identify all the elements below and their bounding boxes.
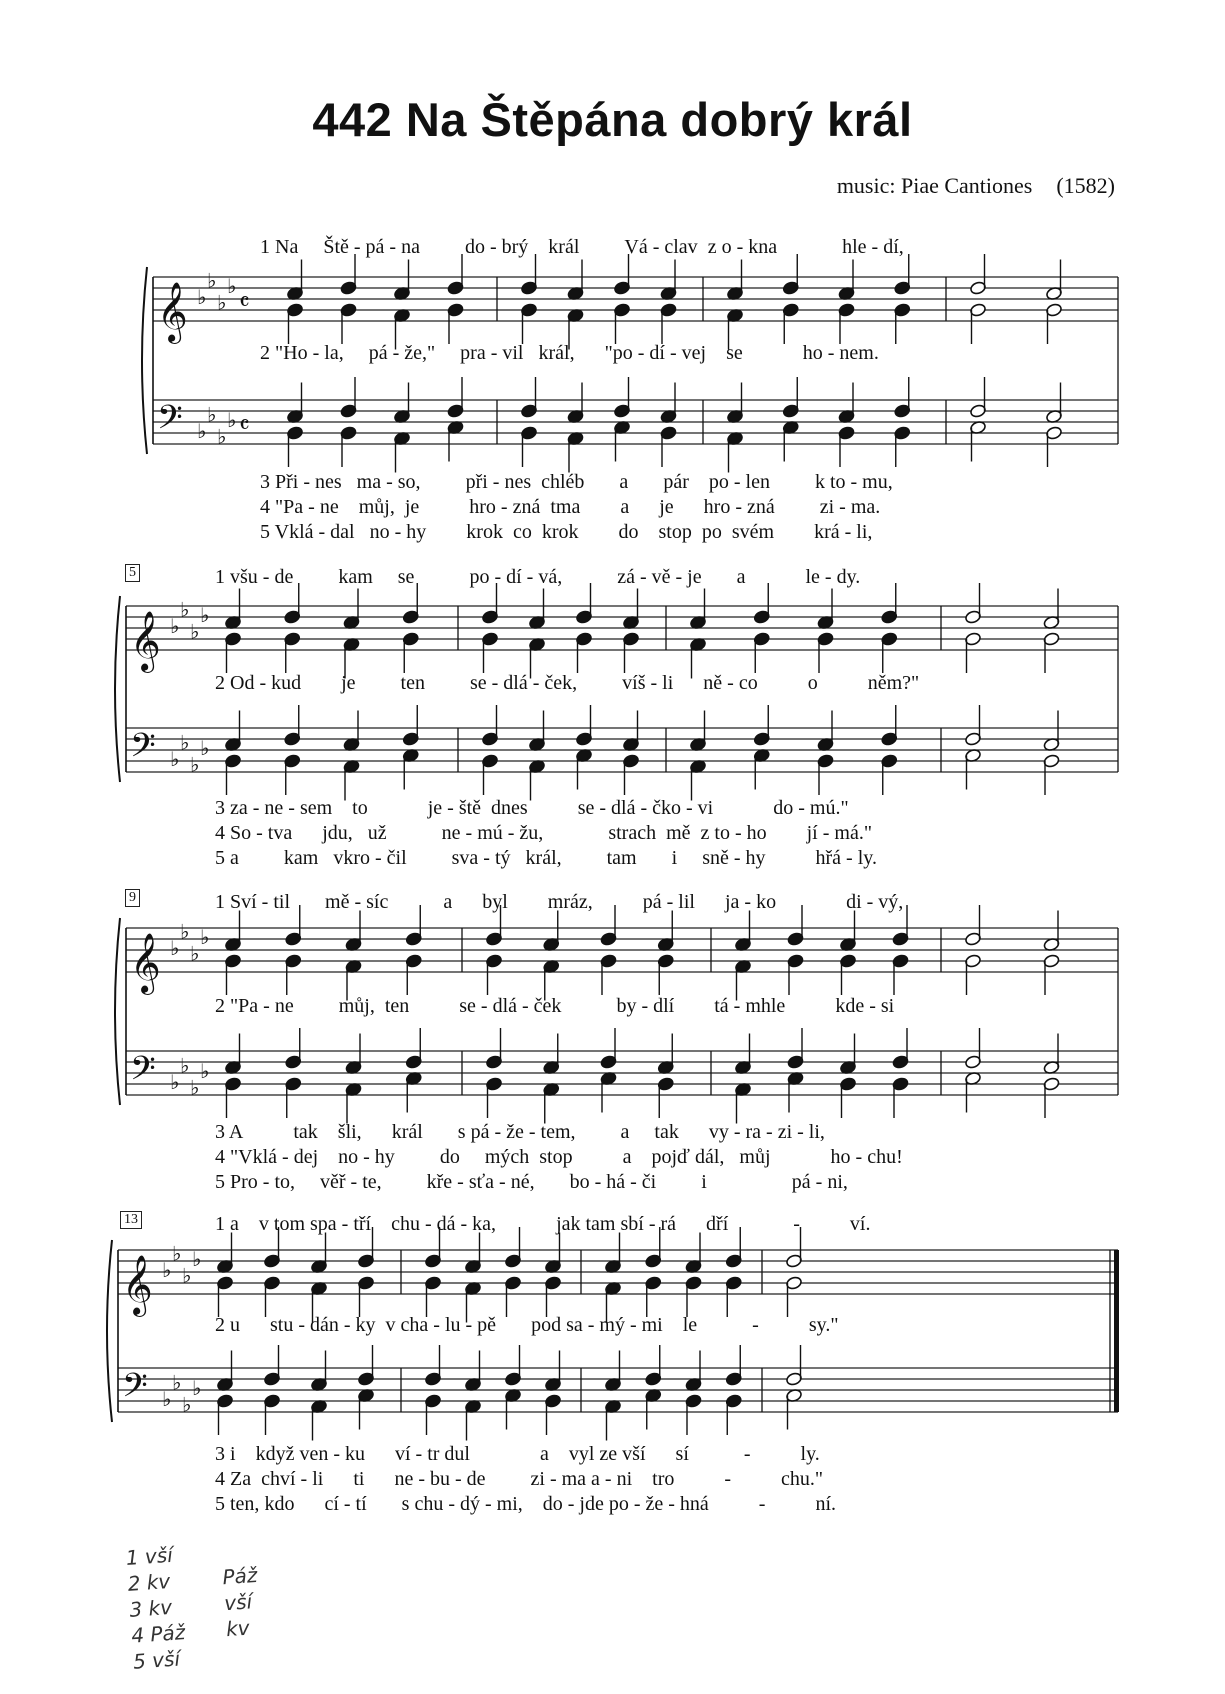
system-2-lyrics-verse-5: 5 a kam vkro - čil sva - tý král, tam i sně - hy hřá - ly. — [215, 847, 877, 869]
system-2-lyrics-middle: 2 Od - kud je ten se - dlá - ček, víš - li ně - co o něm?" — [215, 672, 920, 694]
flat-icon: ♭ — [190, 1075, 200, 1100]
system-3-bass-clef-icon: 𝄢 — [130, 1050, 156, 1096]
flat-icon: ♭ — [162, 1387, 172, 1411]
flat-icon: ♭ — [200, 1059, 210, 1083]
flat-icon: ♭ — [190, 752, 200, 777]
flat-icon: ♭ — [170, 747, 180, 771]
system-4-treble-clef-icon: 𝄞 — [122, 1255, 153, 1315]
system-3-lyrics-verse-3: 3 A tak šli, král s pá - že - tem, a tak vy - ra - zi - li, — [215, 1121, 825, 1143]
page-title: 442 Na Štěpána dobrý král — [312, 93, 913, 146]
flat-icon: ♭ — [180, 1053, 190, 1078]
flat-icon: ♭ — [190, 619, 200, 644]
system-4-lyrics-above: 1 a v tom spa - tří chu - dá - ka, jak tam sbí - rá dří - ví. — [215, 1213, 871, 1235]
handnote-line: 4 Páž kv — [130, 1615, 251, 1648]
system-2-brace — [115, 596, 120, 782]
flat-icon: ♭ — [207, 268, 217, 293]
common-time-icon: 𝄴 — [239, 288, 250, 316]
flat-icon: ♭ — [182, 1263, 192, 1288]
flat-icon: ♭ — [227, 274, 237, 298]
system-1-lyrics-verse-5: 5 Vklá - dal no - hy krok co krok do stop po svém krá - li, — [260, 521, 873, 543]
handnote-line: 1 vší — [125, 1542, 174, 1570]
system-3-lyrics-middle: 2 "Pa - ne můj, ten se - dlá - ček by - dlí tá - mhle kde - si — [215, 995, 895, 1017]
handnote-second-column: kv — [225, 1615, 251, 1642]
flat-icon: ♭ — [200, 736, 210, 760]
system-1-lyrics-verse-4: 4 "Pa - ne můj, je hro - zná tma a je hro - zná zi - ma. — [260, 496, 881, 518]
system-4-lyrics-verse-3: 3 i když ven - ku ví - tr dul a vyl ze vší sí - ly. — [215, 1443, 820, 1465]
system-4-final-barline — [1114, 1250, 1119, 1412]
measure-number-9: 9 — [125, 889, 140, 907]
flat-icon: ♭ — [227, 408, 237, 432]
flat-icon: ♭ — [207, 402, 217, 427]
flat-icon: ♭ — [200, 603, 210, 627]
system-1-bass-clef-icon: 𝄢 — [157, 399, 183, 445]
credit-music: music: Piae Cantiones — [836, 173, 1033, 198]
system-3-lyrics-above: 1 Sví - til mě - síc a byl mráz, pá - lil ja - ko di - vý, — [215, 891, 904, 913]
system-2-lyrics-above: 1 všu - de kam se po - dí - vá, zá - vě - je a le - dy. — [215, 566, 861, 588]
system-1-lyrics-verse-3: 3 Při - nes ma - so, při - nes chléb a pár po - len k to - mu, — [260, 471, 893, 493]
system-4-lyrics-middle: 2 u stu - dán - ky v cha - lu - pě pod sa - mý - mi le - sy." — [215, 1314, 839, 1336]
system-2-treble-clef-icon: 𝄞 — [130, 611, 161, 671]
system-1-lyrics-above: 1 Na Ště - pá - na do - brý král Vá - clav z o - kna hle - dí, — [260, 236, 904, 258]
system-1-brace — [142, 267, 147, 454]
measure-number-5: 5 — [125, 564, 140, 582]
flat-icon: ♭ — [182, 1392, 192, 1417]
handnote-second-column: vší — [223, 1589, 253, 1616]
flat-icon: ♭ — [180, 597, 190, 622]
system-4-bass-clef-icon: 𝄢 — [122, 1367, 148, 1413]
system-1-lyrics-middle: 2 "Ho - la, pá - že," pra - vil král, "po - dí - vej se ho - nem. — [260, 342, 879, 364]
flat-icon: ♭ — [162, 1258, 172, 1282]
common-time-icon: 𝄴 — [239, 411, 250, 439]
flat-icon: ♭ — [180, 919, 190, 944]
handwritten-verse-assignment — [125, 1541, 259, 1674]
system-4-lyrics-verse-4: 4 Za chví - li ti ne - bu - de zi - ma a - ni tro - chu." — [215, 1468, 824, 1490]
flat-icon: ♭ — [217, 290, 227, 315]
system-3-lyrics-verse-4: 4 "Vklá - dej no - hy do mých stop a pojď dál, můj ho - chu! — [215, 1146, 903, 1168]
handnote-line: 3 kv vší — [128, 1589, 253, 1622]
flat-icon: ♭ — [172, 1241, 182, 1266]
flat-icon: ♭ — [197, 419, 207, 443]
flat-icon: ♭ — [170, 936, 180, 960]
handnote-line: 2 kv Páž — [126, 1562, 259, 1596]
flat-icon: ♭ — [180, 730, 190, 755]
system-1-treble-clef-icon: 𝄞 — [157, 282, 188, 342]
flat-icon: ♭ — [197, 285, 207, 309]
flat-icon: ♭ — [217, 424, 227, 449]
system-4-lyrics-verse-5: 5 ten, kdo cí - tí s chu - dý - mi, do - jde po - že - hná - ní. — [215, 1493, 837, 1515]
system-2-lyrics-verse-4: 4 So - tva jdu, už ne - mú - žu, strach mě z to - ho jí - má." — [215, 822, 872, 844]
flat-icon: ♭ — [192, 1247, 202, 1271]
system-3-lyrics-verse-5: 5 Pro - to, věř - te, kře - sťa - né, bo - há - či i pá - ni, — [215, 1171, 848, 1193]
system-3-brace — [115, 918, 120, 1105]
credit-year: (1582) — [1056, 173, 1115, 198]
flat-icon: ♭ — [200, 925, 210, 949]
measure-number-13: 13 — [120, 1211, 142, 1229]
system-4-brace — [107, 1240, 112, 1422]
system-2-bass-clef-icon: 𝄢 — [130, 727, 156, 773]
system-2-lyrics-verse-3: 3 za - ne - sem to je - ště dnes se - dlá - čko - vi do - mú." — [215, 797, 849, 819]
handnote-second-column: Páž — [221, 1562, 259, 1590]
flat-icon: ♭ — [192, 1376, 202, 1400]
flat-icon: ♭ — [170, 614, 180, 638]
flat-icon: ♭ — [190, 941, 200, 966]
flat-icon: ♭ — [172, 1370, 182, 1395]
flat-icon: ♭ — [170, 1070, 180, 1094]
system-3-treble-clef-icon: 𝄞 — [130, 933, 161, 993]
handnote-line: 5 vší — [132, 1646, 181, 1674]
